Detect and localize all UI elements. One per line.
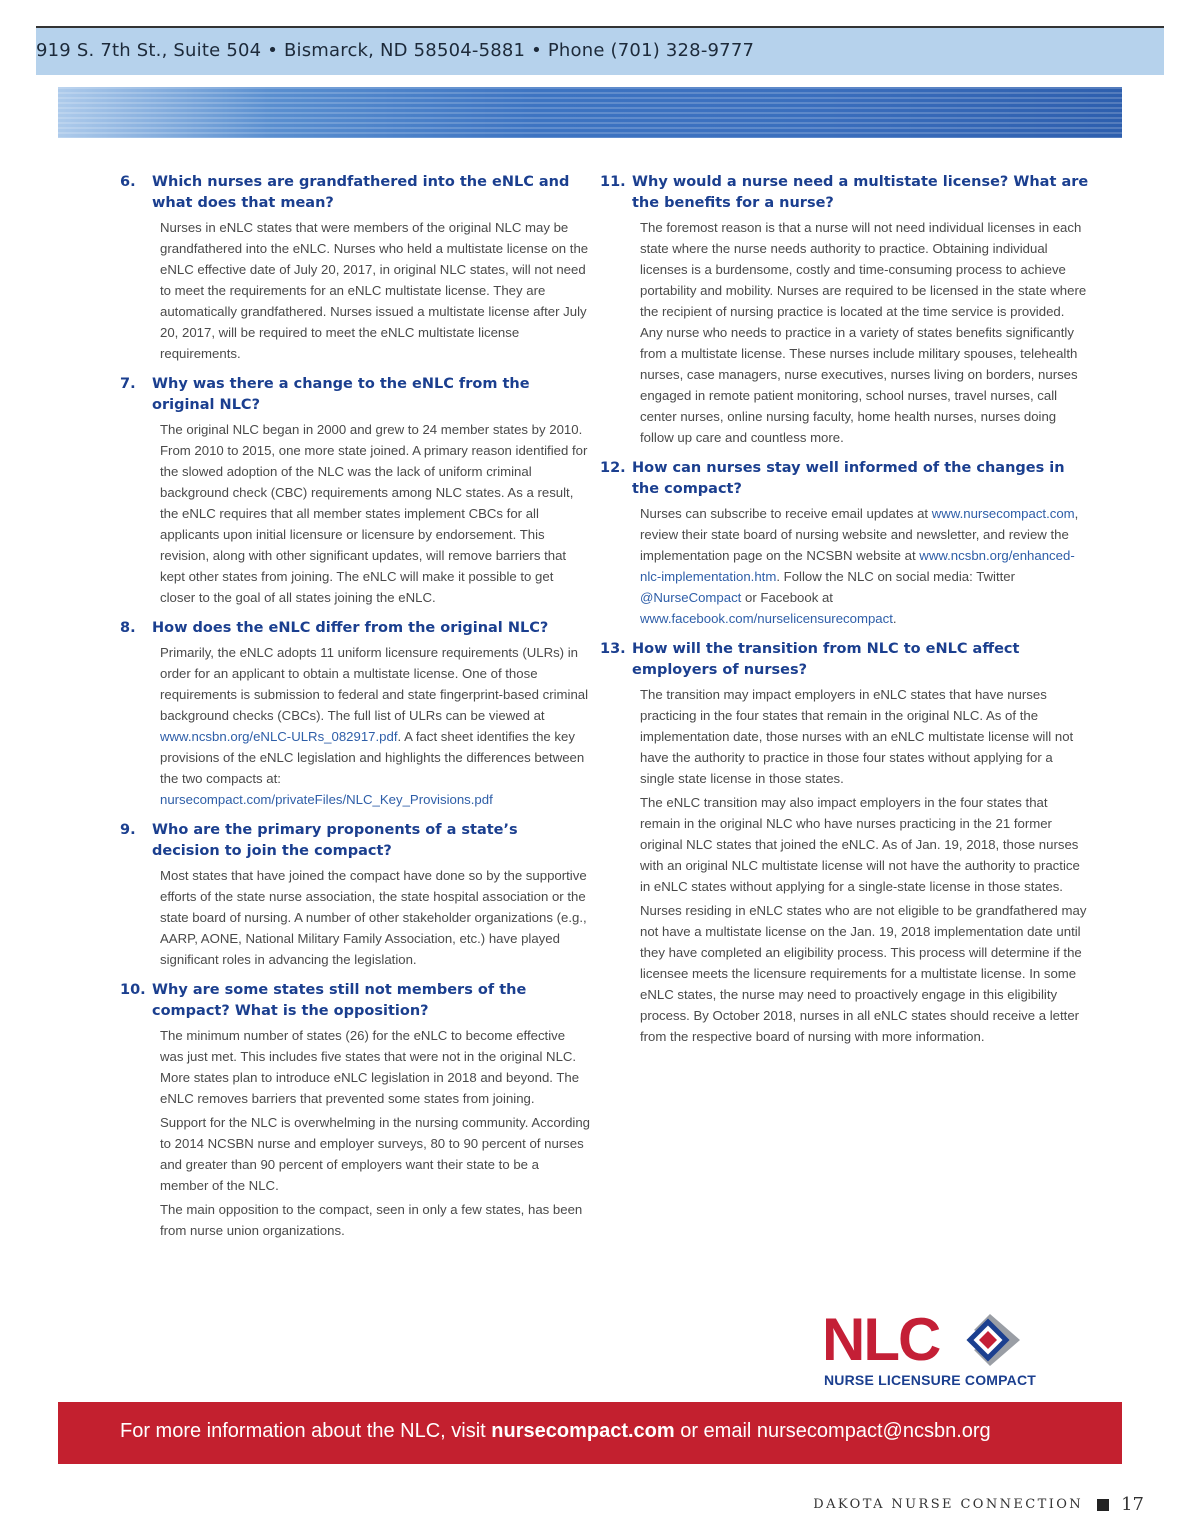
footer-website-link[interactable]: nursecompact.com (491, 1420, 675, 1442)
faq-answer: Nurses in eNLC states that were members of the original NLC may be grandfathered into the eNLC. Nurses who held a multistate license on the eNLC effective date of July 20, 2017, in original NLC states, will not need to meet the requirements for an eNLC multistate license. They are automatically grandfathered. Nurses issued a multistate license after July 20, 2017, will be required to meet the eNLC multistate license requirements. (160, 220, 589, 361)
answer-text: Nurses can subscribe to receive email updates at (640, 506, 932, 521)
faq-question: Who are the primary proponents of a state’s decision to join the compact? (152, 822, 518, 859)
faq-number: 8. (120, 620, 136, 636)
nlc-logo (822, 1308, 1062, 1392)
faq-answer: The original NLC began in 2000 and grew to 24 member states by 2010. From 2010 to 2015, one more state joined. A primary reason identified for the slowed adoption of the NLC was the lack of uniform criminal background check (CBC) requirements among NLC states. As a result, the eNLC requires that all member states implement CBCs for all applicants upon initial licensure or licensure by endorsement. This revision, along with other significant updates, will remove barriers that kept other states from joining. The eNLC will make it possible to get closer to the goal of all states joining the eNLC. (160, 422, 588, 605)
faq-answer: Most states that have joined the compact have done so by the supportive efforts of the state nurse association, the state hospital association or the state board of nursing. A number of other stakeholder organizations (e.g., AARP, AONE, National Military Family Association, etc.) have played significant roles in advancing the legislation. (160, 868, 587, 967)
faq-answer (160, 642, 590, 810)
faq-answer: Support for the NLC is overwhelming in the nursing community. According to 2014 NCSBN nurse and employer surveys, 80 to 90 percent of nurses and greater than 90 percent of employers want their state to be a member of the NLC. (160, 1115, 591, 1193)
faq-answer: The eNLC transition may also impact employers in the four states that remain in the original NLC who have nurses practicing in the 21 former original NLC states that joined the eNLC. As of Jan. 19, 2018, those nurses with an original NLC multistate license will not have the authority to practice in eNLC states without applying for a single-state license in those states. (640, 795, 1080, 894)
faq-number: 12. (600, 460, 626, 476)
address-text: 919 S. 7th St., Suite 504 • Bismarck, ND 58504-5881 • Phone (701) 328-9777 (36, 40, 755, 61)
faq-question: How will the transition from NLC to eNLC affect employers of nurses? (632, 641, 1020, 678)
faq-answer: The minimum number of states (26) for the eNLC to become effective was just met. This includes five states that were not in the original NLC. More states plan to introduce eNLC legislation in 2018 and beyond. The eNLC removes barriers that prevented some states from joining. (160, 1028, 580, 1106)
faq-number: 9. (120, 822, 136, 838)
faq-number: 13. (600, 641, 626, 657)
page-number: 17 (1121, 1494, 1144, 1515)
answer-text: . Follow the NLC on social media: Twitter (776, 569, 1016, 584)
faq-answer: Nurses residing in eNLC states who are not eligible to be grandfathered may not have a multistate license on the Jan. 19, 2018 implementation date until they have completed an eligibility process. This process will determine if the licensee meets the licensure requirements for a multistate license. In some eNLC states, the nurse may need to proactively engage in this eligibility process. By October 2018, nurses in all eNLC states should receive a letter from the respective board of nursing with more information. (640, 903, 1087, 1044)
square-bullet-icon (1097, 1499, 1109, 1511)
faq-question: Why was there a change to the eNLC from the original NLC? (152, 376, 530, 413)
footer-email-text: or email nursecompact@ncsbn.org (674, 1420, 991, 1442)
logo-diamond-icon (962, 1310, 1032, 1370)
faq-right-column (600, 172, 1090, 1047)
page-footer (813, 1494, 1144, 1515)
faq-question: Why are some states still not members of the compact? What is the opposition? (152, 982, 527, 1019)
faq-item-6 (120, 172, 590, 364)
answer-text: . (892, 611, 897, 626)
twitter-link[interactable]: @NurseCompact (640, 590, 742, 605)
answer-text: or Facebook at (741, 590, 833, 605)
faq-item-10 (120, 980, 590, 1241)
publication-name: DAKOTA NURSE CONNECTION (813, 1497, 1084, 1512)
footer-info (120, 1420, 991, 1443)
faq-answer: The foremost reason is that a nurse will not need individual licenses in each state where the nurse needs authority to practice. Obtaining individual licenses is a burdensome, costly and time-consuming process to achieve portability and mobility. Nurses are required to be licensed in the state where the recipient of nursing practice is located at the time service is provided. Any nurse who needs to practice in a variety of states benefits significantly from a multistate license. These nurses include military spouses, telehealth nurses, case managers, nurse executives, nurses living on borders, nurses engaged in remote patient monitoring, school nurses, travel nurses, call center nurses, online nursing faculty, home health nurses, nurses doing follow up care and countless more. (640, 220, 1087, 445)
footer-text-start: For more information about the NLC, visit (120, 1420, 492, 1442)
answer-text: . A fact sheet identifies the key provisions of the eNLC legislation and highlights the differences between the two compacts at: (160, 729, 585, 786)
faq-question: Why would a nurse need a multistate license? What are the benefits for a nurse? (632, 174, 1089, 211)
nursecompact-link[interactable]: www.nursecompact.com (931, 506, 1075, 521)
faq-number: 11. (600, 174, 626, 190)
faq-item-9 (120, 820, 590, 970)
faq-item-7 (120, 374, 590, 608)
faq-question: How does the eNLC differ from the original NLC? (152, 620, 549, 636)
ulrs-pdf-link[interactable]: www.ncsbn.org/eNLC-ULRs_082917.pdf (160, 729, 398, 744)
logo-letters: NLC (822, 1306, 940, 1373)
answer-text: Primarily, the eNLC adopts 11 uniform licensure requirements (ULRs) in order for an applicant to obtain a multistate license. One of those requirements is submission to federal and state fingerprint-based criminal background checks (CBCs). The full list of ULRs can be viewed at (160, 645, 589, 723)
faq-left-column (120, 172, 590, 1241)
faq-number: 10. (120, 982, 146, 998)
faq-answer (640, 503, 1090, 629)
faq-item-13 (600, 639, 1090, 1047)
key-provisions-link[interactable]: nursecompact.com/privateFiles/NLC_Key_Provisions.pdf (160, 792, 493, 807)
faq-answer: The main opposition to the compact, seen in only a few states, has been from nurse union organizations. (160, 1202, 583, 1238)
faq-number: 7. (120, 376, 136, 392)
faq-item-11 (600, 172, 1090, 448)
faq-question: Which nurses are grandfathered into the eNLC and what does that mean? (152, 174, 570, 211)
faq-item-12 (600, 458, 1090, 629)
ncsbn-implementation-link[interactable]: www.ncsbn.org/enhanced-nlc-implementation.htm (640, 548, 1075, 584)
facebook-link[interactable]: www.facebook.com/nurselicensurecompact (640, 611, 893, 626)
faq-item-8 (120, 618, 590, 810)
faq-question: How can nurses stay well informed of the changes in the compact? (632, 460, 1065, 497)
faq-answer: The transition may impact employers in eNLC states that have nurses practicing in the four states that remain in the original NLC. As of the implementation date, those nurses with an eNLC multistate license will not have the authority to practice in those four states without applying for a single state license in those states. (640, 687, 1074, 786)
answer-text: , review their state board of nursing website and newsletter, and review the implementation page on the NCSBN website at (640, 506, 1079, 563)
faq-number: 6. (120, 174, 136, 190)
decorative-blue-banner (58, 87, 1122, 138)
logo-subtitle: NURSE LICENSURE COMPACT (824, 1372, 1037, 1388)
